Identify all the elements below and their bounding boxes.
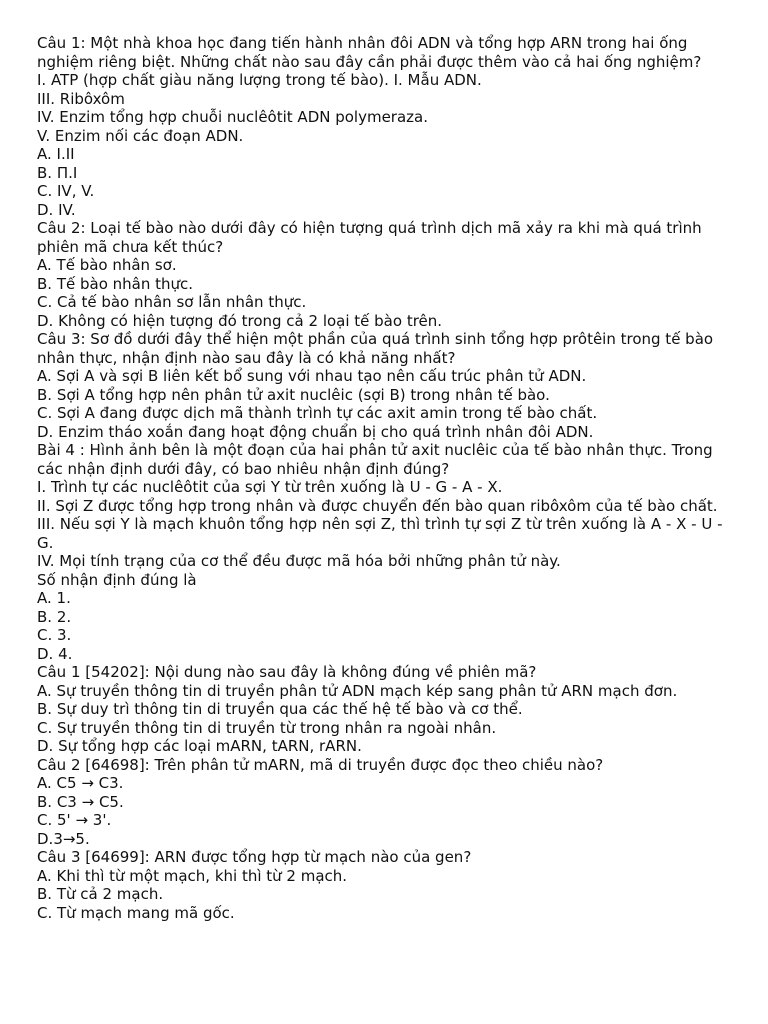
q3-stem: Câu 3: Sơ đồ dưới đây thể hiện một phần của quá trình sinh tổng hợp prôtêin trong tế bào nhân thực, nhận định nào sau đây là có khả năng nhất? bbox=[37, 330, 718, 367]
q4-stem: Bài 4 : Hình ảnh bên là một đoạn của hai phân tử axit nuclêic của tế bào nhân thực. Trong các nhận định dưới đây, có bao nhiêu nhận định đúng? bbox=[37, 441, 718, 478]
q4-statement-2: II. Sợi Z được tổng hợp trong nhân và được chuyển đến bào quan ribôxôm của tế bào chất. bbox=[37, 496, 718, 515]
q2-option-c: C. Cả tế bào nhân sơ lẫn nhân thực. bbox=[37, 293, 307, 311]
q3-option-d: D. Enzim tháo xoắn đang hoạt động chuẩn bị cho quá trình nhân đôi ADN. bbox=[37, 422, 594, 441]
q5-stem: Câu 1 [54202]: Nội dung nào sau đây là không đúng về phiên mã? bbox=[37, 663, 537, 681]
q6-option-b: B. C3 → C5. bbox=[37, 792, 124, 811]
q5-option-b: B. Sự duy trì thông tin di truyền qua các thế hệ tế bào và cơ thể. bbox=[37, 700, 523, 718]
q5-option-a: A. Sự truyền thông tin di truyền phân tử ADN mạch kép sang phân tử ARN mạch đơn. bbox=[37, 681, 678, 700]
q6-option-d: D.3→5. bbox=[37, 829, 90, 848]
q4-option-c: C. 3. bbox=[37, 626, 72, 644]
q7-option-c: C. Từ mạch mang mã gốc. bbox=[37, 903, 235, 922]
q2-stem: Câu 2: Loại tế bào nào dưới đây có hiện tượng quá trình dịch mã xảy ra khi mà quá trình phiên mã chưa kết thúc? bbox=[37, 219, 707, 256]
q1-option-a: A. I.II bbox=[37, 145, 75, 163]
q4-option-b: B. 2. bbox=[37, 607, 72, 626]
q1-item-1: I. ATP (hợp chất giàu năng lượng trong tế bào). I. Mẫu ADN. bbox=[37, 71, 482, 89]
q1-item-3: III. Ribôxôm bbox=[37, 89, 125, 108]
q1-item-5: V. Enzim nối các đoạn ADN. bbox=[37, 126, 244, 145]
q2-option-a: A. Tế bào nhân sơ. bbox=[37, 256, 177, 274]
q1-option-b: B. Π.I bbox=[37, 163, 78, 182]
q1-option-c: C. IV, V. bbox=[37, 182, 95, 200]
q5-option-d: D. Sự tổng hợp các loại mARN, tARN, rARN. bbox=[37, 737, 362, 755]
q6-option-a: A. C5 → C3. bbox=[37, 774, 124, 792]
q1-option-d: D. IV. bbox=[37, 200, 76, 219]
q3-option-a: A. Sợi A và sợi B liên kết bổ sung với nhau tạo nên cấu trúc phân tử ADN. bbox=[37, 367, 587, 385]
q2-option-d: D. Không có hiện tượng đó trong cả 2 loại tế bào trên. bbox=[37, 311, 443, 330]
q7-option-a: A. Khi thì từ một mạch, khi thì từ 2 mạch. bbox=[37, 866, 348, 885]
q4-option-d: D. 4. bbox=[37, 644, 73, 663]
q4-option-a: A. 1. bbox=[37, 589, 71, 607]
q3-option-c: C. Sợi A đang được dịch mã thành trình tự các axit amin trong tế bào chất. bbox=[37, 404, 598, 422]
q6-option-c: C. 5' → 3'. bbox=[37, 811, 112, 829]
q7-option-b: B. Từ cả 2 mạch. bbox=[37, 885, 164, 903]
q1-stem: Câu 1: Một nhà khoa học đang tiến hành nhân đôi ADN và tổng hợp ARN trong hai ống nghiệm riêng biệt. Những chất nào sau đây cần phải được thêm vào cả hai ống nghiệm? bbox=[37, 34, 702, 71]
q1-item-4: IV. Enzim tổng hợp chuỗi nuclêôtit ADN polymeraza. bbox=[37, 108, 429, 126]
q4-prompt: Số nhận định đúng là bbox=[37, 570, 197, 589]
q4-statement-4: IV. Mọi tính trạng của cơ thể đều được mã hóa bởi những phân tử này. bbox=[37, 552, 561, 570]
q4-statement-3: III. Nếu sợi Y là mạch khuôn tổng hợp nên sợi Z, thì trình tự sợi Z từ trên xuống là A - X - U - G. bbox=[37, 515, 728, 552]
q5-option-c: C. Sự truyền thông tin di truyền từ trong nhân ra ngoài nhân. bbox=[37, 718, 497, 737]
q6-stem: Câu 2 [64698]: Trên phân tử mARN, mã di truyền được đọc theo chiều nào? bbox=[37, 755, 604, 774]
q3-option-b: B. Sợi A tổng hợp nên phân tử axit nuclêic (sợi B) trong nhân tế bào. bbox=[37, 385, 550, 404]
document-body bbox=[37, 34, 737, 922]
q4-statement-1: I. Trình tự các nuclêôtit của sợi Y từ trên xuống là U - G - A - X. bbox=[37, 478, 503, 496]
q7-stem: Câu 3 [64699]: ARN được tổng hợp từ mạch nào của gen? bbox=[37, 848, 472, 866]
q2-option-b: B. Tế bào nhân thực. bbox=[37, 274, 194, 293]
